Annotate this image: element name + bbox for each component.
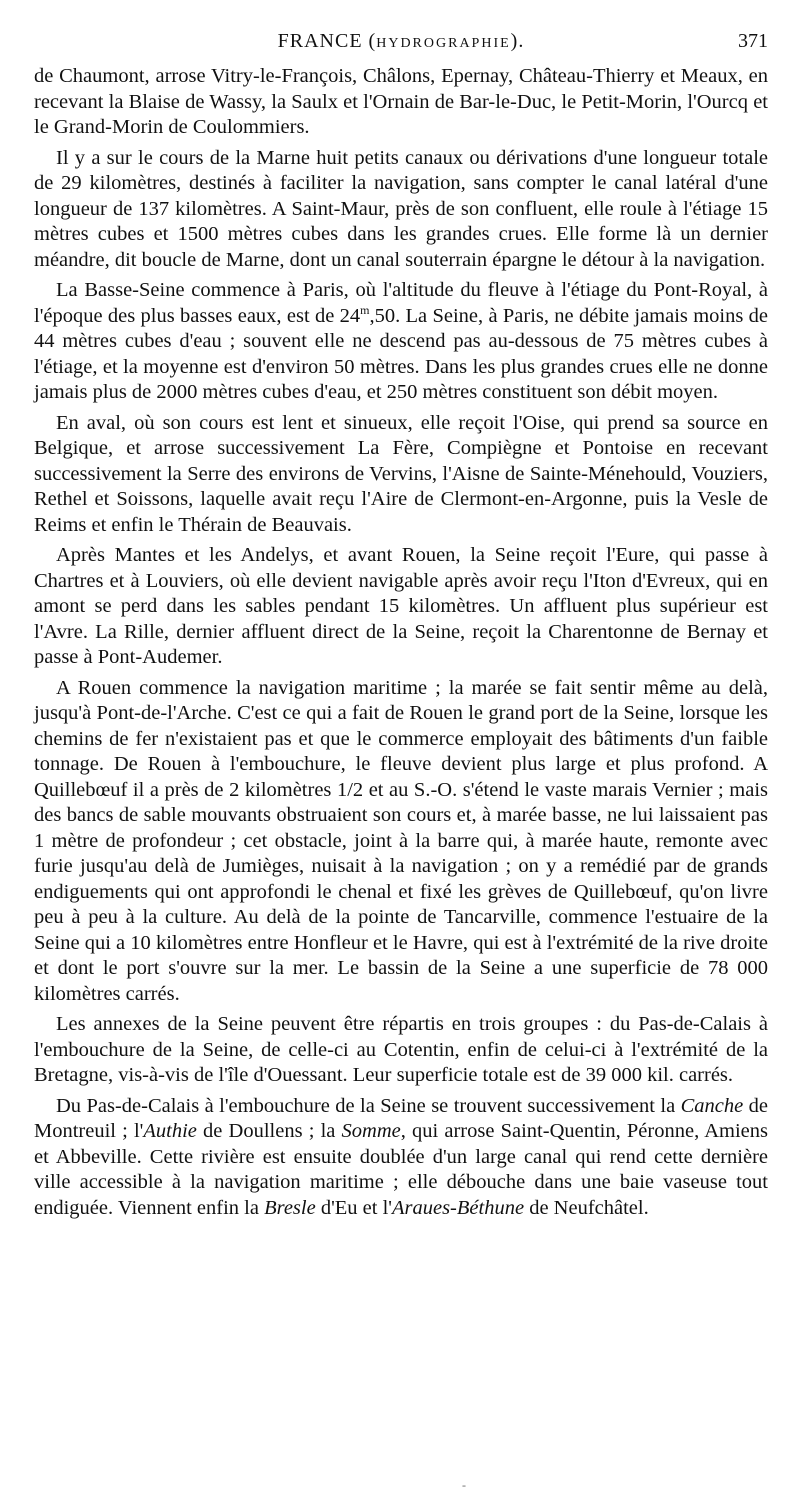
paragraph	[34, 1012, 768, 1089]
italic-term: Authie	[143, 1120, 197, 1142]
footer-mark: -	[462, 1478, 466, 1492]
paragraph	[34, 543, 768, 671]
text-run: La Basse-Seine commence à Paris, où l'altitude du fleuve à l'étiage du Pont-Royal, à l'époque des plus basses eaux, est de 24	[34, 279, 768, 327]
text-run: Les annexes de la Seine peuvent être répartis en trois groupes : du Pas-de-Calais à l'embouchure de la Seine, de celle-ci au Cotentin, enfin de celui-ci à l'extrémité de la Bretagne, vis-à-vis de l'île d'Ouessant. Leur superficie totale est de 39 000 kil. carrés.	[34, 1013, 768, 1086]
paragraph	[34, 64, 768, 141]
paragraph	[34, 411, 768, 539]
text-run: , qui arrose Saint-Quentin, Péronne, Amiens et Abbeville. Cette rivière est ensuite doublée d'un large canal qui rend cette dernière ville accessible à la navigation maritime ; elle débouche dans une baie vaseuse tout endiguée. Viennent enfin la	[34, 1120, 768, 1219]
text-run: Après Mantes et les Andelys, et avant Rouen, la Seine reçoit l'Eure, qui passe à Chartres et à Louviers, où elle devient navigable après avoir reçu l'Iton d'Evreux, qui en amont se perd dans les sables pendant 15 kilomètres. Un affluent plus supérieur est l'Avre. La Rille, dernier affluent direct de la Seine, reçoit la Charentonne de Bernay et passe à Pont-Audemer.	[34, 544, 768, 668]
text-run: Du Pas-de-Calais à l'embouchure de la Seine se trouvent successivement la	[56, 1094, 681, 1117]
page-number: 371	[738, 30, 768, 52]
text-run: A Rouen commence la navigation maritime ; la marée se fait sentir même au delà, jusqu'à Pont-de-l'Arche. C'est ce qui a fait de Rouen le grand port de la Seine, lorsque les chemins de fer n'existaient pas et que le commerce employait des bâtiments d'un faible tonnage. De Rouen à l'embouchure, le fleuve devient plus large et plus profond. A Quillebœuf il a près de 2 kilomètres 1/2 et au S.-O. s'étend le vaste marais Vernier ; mais des bancs de sable mouvants obstruaient son cours et, à marée basse, ne lui laissaient pas 1 mètre de profondeur ; cet obstacle, joint à la barre qui, à marée haute, remonte avec furie jusqu'au delà de Jumièges, nuisait à la navigation ; on y a remédié par de grands endiguements qui ont approfondi le chenal et fixé les grèves de Quillebœuf, qu'on livre peu à peu à la culture. Au delà de la pointe de Tancarville, commence l'estuaire de la Seine qui a 10 kilomètres entre Honfleur et le Havre, qui est à l'extrémité de la rive droite et dont le port s'ouvre sur la mer. Le bassin de la Seine a une superficie de 78 000 kilomètres carrés.	[34, 676, 768, 1005]
superscript: m	[360, 302, 370, 317]
text-run: En aval, où son cours est lent et sinueux, elle reçoit l'Oise, qui prend sa source en Belgique, et arrose successivement La Fère, Compiègne et Pontoise en recevant successivement la Serre des environs de Vervins, l'Aisne de Sainte-Ménehould, Vouziers, Rethel et Soissons, laquelle avait reçu l'Aire de Clermont-en-Argonne, puis la Vesle de Reims et enfin le Thérain de Beauvais.	[34, 411, 768, 536]
body-text	[34, 64, 768, 1226]
italic-term: Somme	[341, 1120, 401, 1142]
header-title-main: FRANCE (	[277, 30, 377, 52]
header-title	[34, 30, 768, 53]
paragraph	[34, 146, 768, 274]
header-title-end: ).	[510, 30, 525, 52]
header-title-sub: HYDROGRAPHIE	[376, 36, 511, 51]
italic-term: Bresle	[264, 1196, 316, 1219]
text-run: ,50. La Seine, à Paris, ne débite jamais moins de 44 mètres cubes d'eau ; souvent elle ne descend pas au-dessous de 75 mètres cubes à l'étiage, et la moyenne est d'environ 50 mètres. Dans les plus grandes crues elle ne donne jamais plus de 2000 mètres cubes d'eau, et 250 mètres constituent son débit moyen.	[34, 304, 768, 403]
text-run: Il y a sur le cours de la Marne huit petits canaux ou dérivations d'une longueur totale de 29 kilomètres, destinés à faciliter la navigation, sans compter le canal latéral d'une longueur de 137 kilomètres. A Saint-Maur, près de son confluent, elle roule à l'étiage 15 mètres cubes et 1500 mètres cubes dans les grandes crues. Elle forme là un dernier méandre, dit boucle de Marne, dont un canal souterrain épargne le détour à la navigation.	[34, 146, 768, 271]
text-run: de Montreuil ; l'	[34, 1094, 768, 1142]
italic-term: Araues-Béthune	[391, 1196, 525, 1219]
text-run: de Doullens ; la	[196, 1120, 342, 1142]
paragraph	[34, 1094, 768, 1222]
text-run: d'Eu et l'	[315, 1196, 392, 1219]
text-run: de Chaumont, arrose Vitry-le-François, Châlons, Epernay, Château-Thierry et Meaux, en recevant la Blaise de Wassy, la Saulx et l'Ornain de Bar-le-Duc, le Petit-Morin, l'Ourcq et le Grand-Morin de Coulommiers.	[34, 65, 768, 138]
italic-term: Canche	[680, 1094, 744, 1117]
paragraph	[34, 676, 768, 1008]
text-run: de Neufchâtel.	[524, 1196, 649, 1219]
paragraph	[34, 278, 768, 406]
running-header	[34, 30, 768, 60]
